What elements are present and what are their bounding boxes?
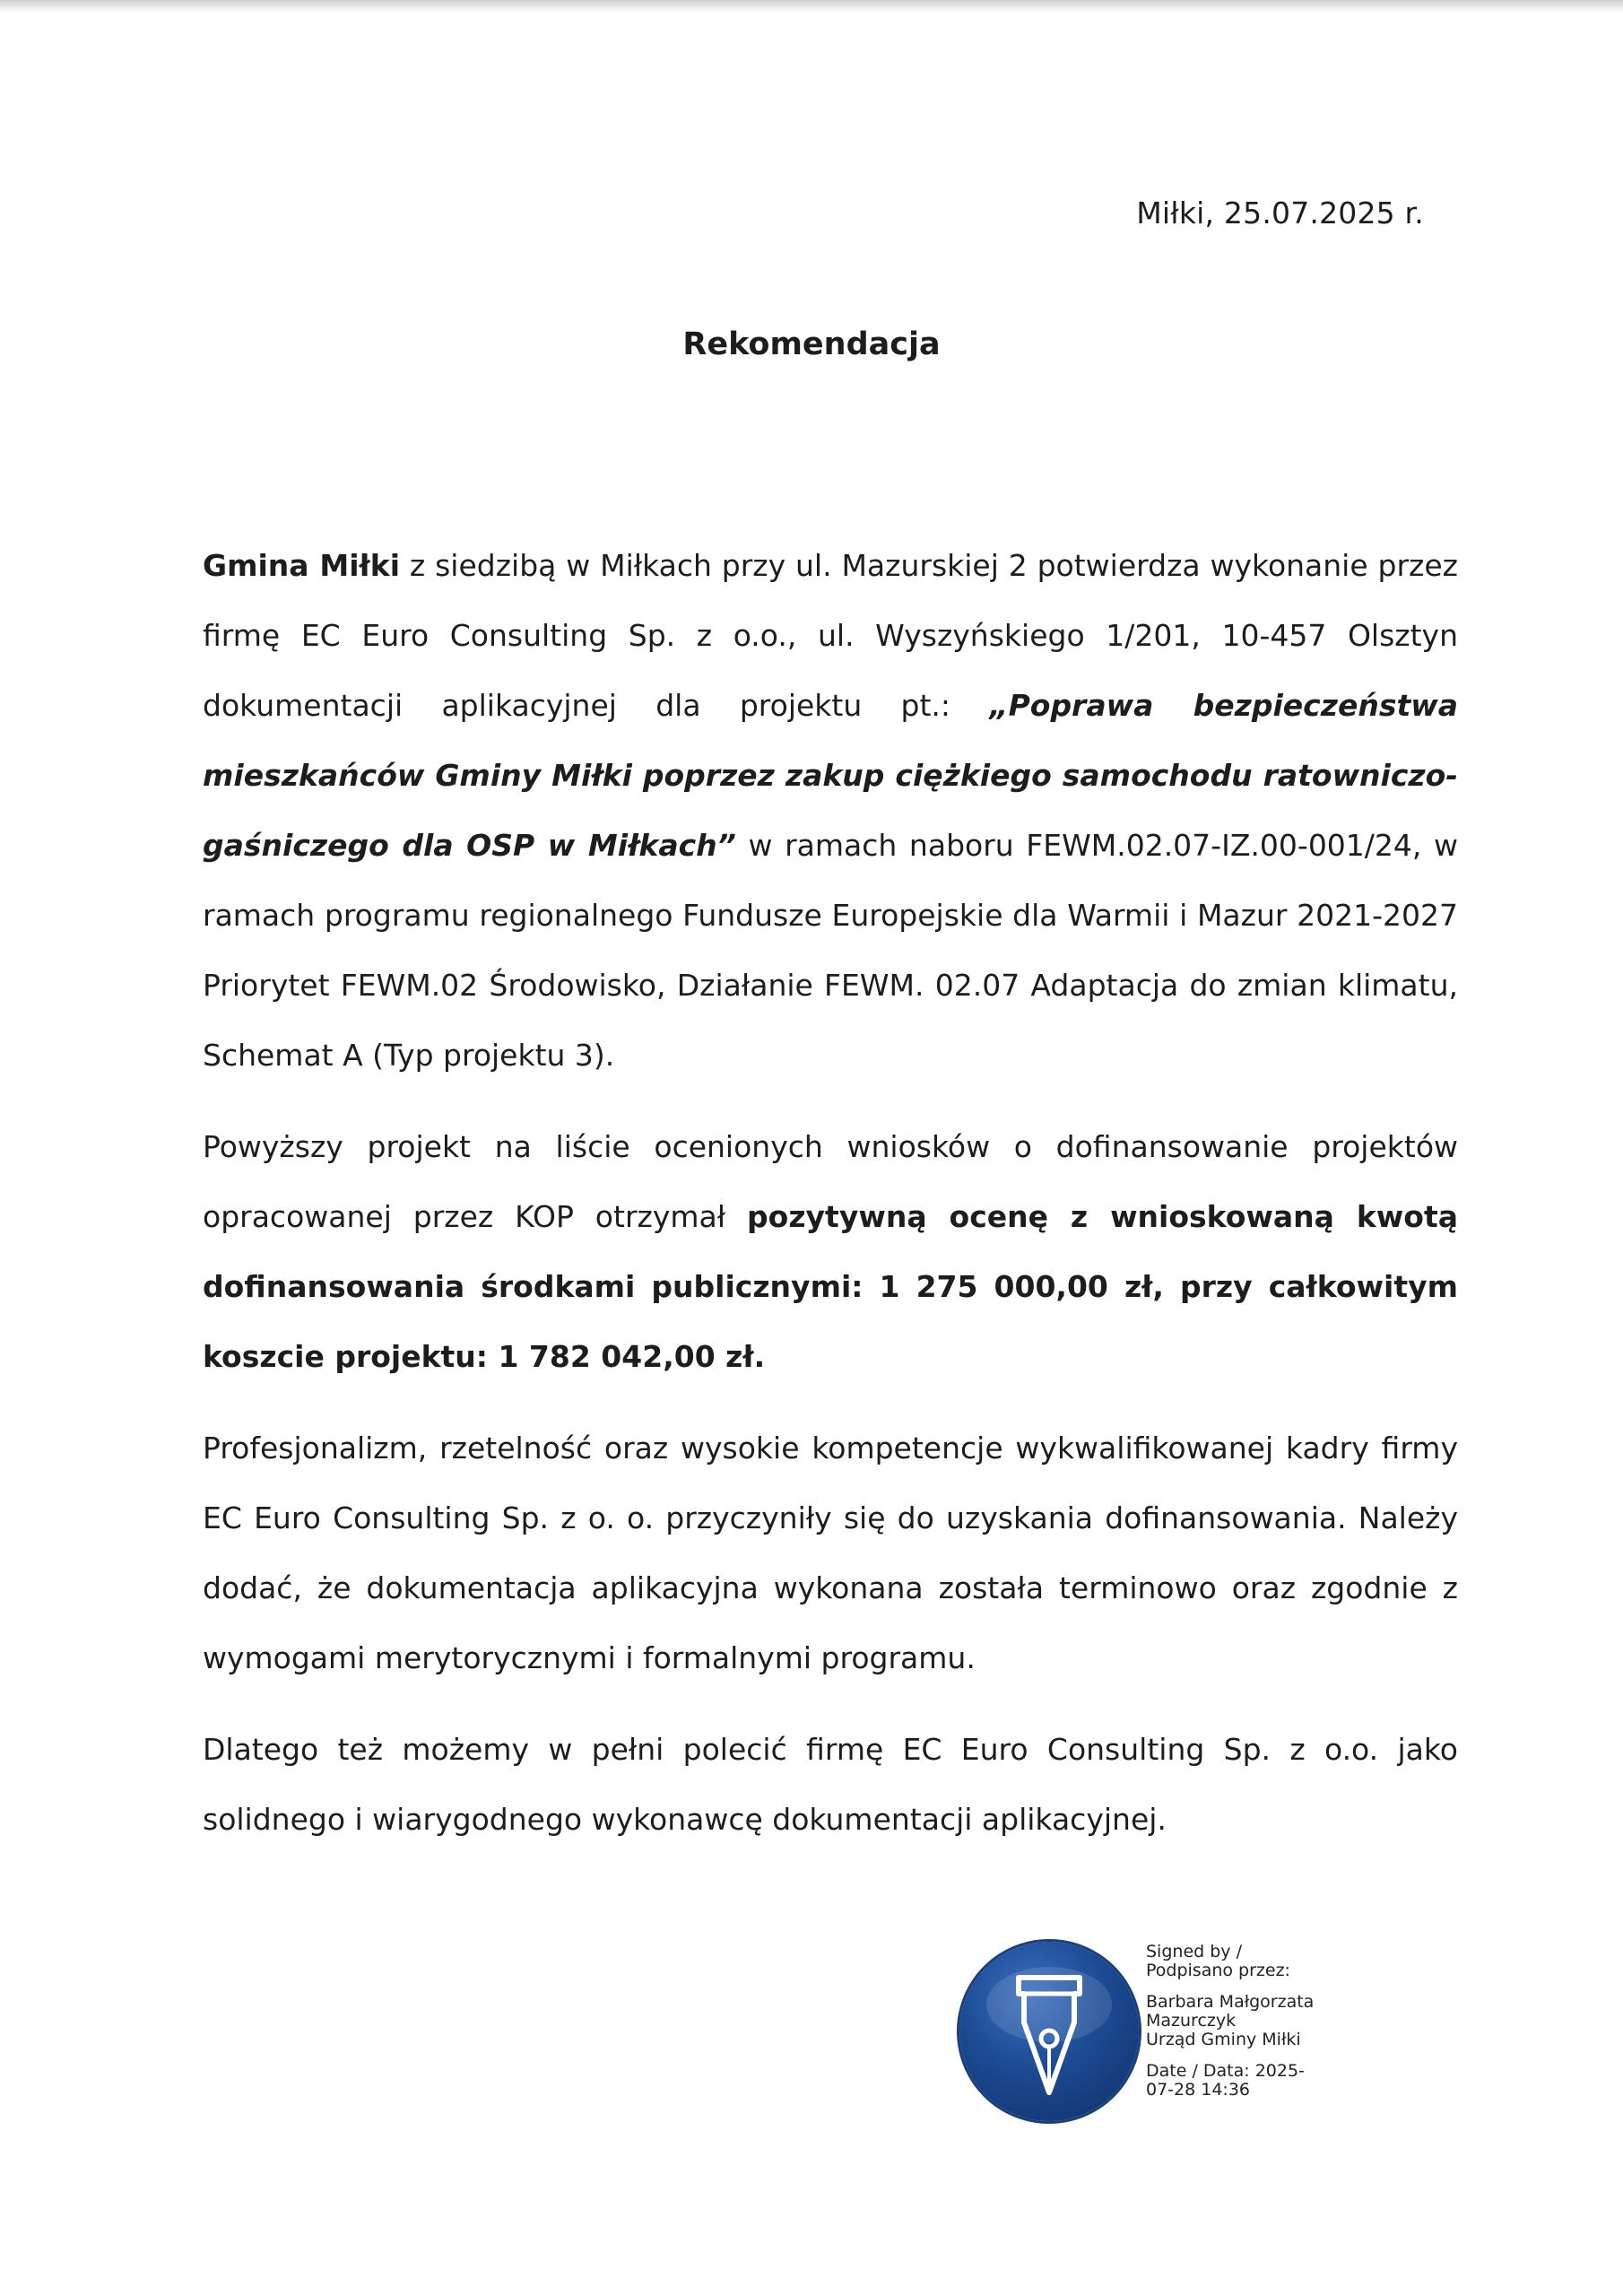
- signed-by-label-pl: Podpisano przez:: [1146, 1961, 1290, 1980]
- program-text: w ramach naboru FEWM.02.07-IZ.00-001/24, w ramach programu regionalnego Fundusze Europejskie dla Warmii i Mazur 2021-2027 Priorytet FEWM.02 Środowisko, Działanie FEWM. 02.07 Adaptacja do zmian klimatu, Schemat A (Typ projektu 3).: [203, 828, 1458, 1073]
- project-title: „Poprawa bezpieczeństwa mieszkańców Gminy Miłki poprzez zakup ciężkiego samochodu ratowniczo-gaśniczego dla OSP w Miłkach”: [203, 688, 1458, 863]
- signature-date: Date / Data: 2025-: [1146, 2061, 1305, 2081]
- paragraph-recommendation: Dlatego też możemy w pełni polecić firmę EC Euro Consulting Sp. z o.o. jako solidnego i wiarygodnego wykonawcę dokumentacji aplikacyjnej.: [203, 1732, 1458, 1837]
- document-body: [203, 531, 1458, 1876]
- document-date: Miłki, 25.07.2025 r.: [1136, 196, 1424, 230]
- signed-by-label: Signed by /: [1146, 1942, 1242, 1961]
- municipality-name: Gmina Miłki: [203, 548, 401, 583]
- signed-by-block: [1146, 1943, 1361, 1980]
- paragraph-confirmation: [203, 531, 1458, 1091]
- signature-date-block: [1146, 2062, 1361, 2100]
- document-title: Rekomendacja: [682, 326, 941, 362]
- signature-time: 07-28 14:36: [1146, 2080, 1251, 2100]
- signer-office: Urząd Gminy Miłki: [1146, 2030, 1301, 2049]
- signature-seal-icon: [959, 1942, 1139, 2121]
- evaluation-text: Powyższy projekt na liście ocenionych wniosków o dofinansowanie projektów opracowanej przez KOP otrzymał: [203, 1129, 1458, 1234]
- signer-name: Barbara Małgorzata: [1146, 1992, 1315, 2012]
- confirmation-text: z siedzibą w Miłkach przy ul. Mazurskiej 2 potwierdza wykonanie przez firmę EC Euro Consulting Sp. z o.o., ul. Wyszyńskiego 1/201, 10-457 Olsztyn dokumentacji aplikacyjnej dla projektu pt.:: [203, 548, 1458, 723]
- signer-block: [1146, 1993, 1361, 2049]
- scan-edge: [0, 0, 1623, 13]
- signature-info: [1146, 1943, 1361, 2112]
- funding-amounts: pozytywną ocenę z wnioskowaną kwotą dofinansowania środkami publicznymi: 1 275 000,00 zł, przy całkowitym koszcie projektu: 1 782 042,00 zł.: [203, 1199, 1458, 1374]
- signer-surname: Mazurczyk: [1146, 2011, 1237, 2031]
- fountain-pen-nib-icon: [959, 1942, 1139, 2121]
- paragraph-professionalism: Profesjonalizm, rzetelność oraz wysokie kompetencje wykwalifikowanej kadry firmy EC Euro Consulting Sp. z o. o. przyczyniły się do uzyskania dofinansowania. Należy dodać, że dokumentacja aplikacyjna wykonana została terminowo oraz zgodnie z wymogami merytorycznymi i formalnymi programu.: [203, 1431, 1458, 1675]
- paragraph-evaluation: [203, 1112, 1458, 1392]
